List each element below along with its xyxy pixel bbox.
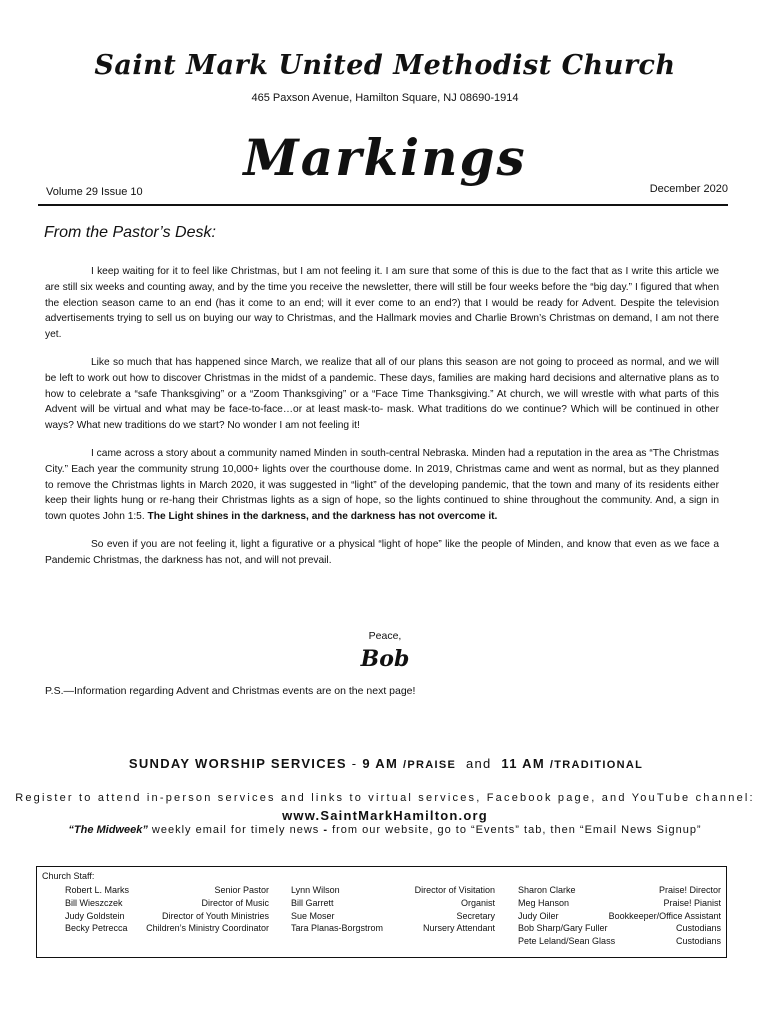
staff-row: [291, 922, 495, 935]
closing-salutation: Peace,: [368, 630, 402, 642]
pastor-article: [45, 264, 719, 581]
staff-role: Nursery Attendant: [422, 923, 495, 934]
midweek-title: “The Midweek”: [68, 824, 148, 836]
worship-label: SUNDAY WORSHIP SERVICES: [128, 756, 347, 771]
staff-role: Secretary: [456, 910, 495, 921]
issue-date: December 2020: [649, 183, 728, 195]
staff-column-2: [291, 884, 495, 935]
worship-type-2: /TRADITIONAL: [549, 759, 644, 771]
midweek-text: weekly email for timely news: [151, 824, 320, 836]
article-paragraph-4: So even if you are not feeling it, light a figurative or a physical “light of hope” like the people of Minden, and know that even as we face a Pandemic Christmas, the darkness has not, and will not prevail.: [45, 538, 719, 566]
registration-info: [0, 790, 770, 826]
staff-row: [518, 935, 721, 948]
staff-role: Praise! Pianist: [663, 897, 721, 908]
staff-row: [518, 922, 721, 935]
staff-row: [518, 897, 721, 910]
church-address: 465 Paxson Avenue, Hamilton Square, NJ 08690-1914: [251, 92, 519, 104]
volume-issue: Volume 29 Issue 10: [46, 186, 143, 198]
staff-title: Church Staff:: [42, 871, 95, 881]
staff-name: Meg Hanson: [518, 897, 570, 908]
staff-role: Director of Visitation: [414, 885, 495, 895]
midweek-text-2: from our website, go to “Events” tab, then “Email News Signup”: [332, 824, 702, 836]
staff-role: Senior Pastor: [214, 885, 269, 895]
scripture-quote: The Light shines in the darkness, and the darkness has not overcome it.: [147, 511, 498, 523]
staff-name: Bob Sharp/Gary Fuller: [518, 923, 608, 934]
worship-time-1: 9 AM: [362, 756, 399, 771]
staff-row: [291, 884, 495, 897]
register-text: Register to attend in-person services and links to virtual services, Facebook page, and YouTube channel:: [15, 792, 755, 804]
article-heading: From the Pastor’s Desk:: [44, 224, 216, 241]
church-staff-box: [36, 866, 727, 958]
article-paragraph-3: [45, 446, 719, 525]
staff-row: [291, 910, 495, 923]
staff-role: Director of Music: [201, 897, 269, 908]
staff-name: Becky Petrecca: [65, 923, 128, 934]
staff-name: Lynn Wilson: [291, 885, 340, 895]
newsletter-masthead: Markings: [243, 128, 527, 187]
midweek-dash: -: [323, 824, 329, 836]
staff-role: Organist: [460, 897, 495, 908]
website-link[interactable]: www.SaintMarkHamilton.org: [282, 808, 488, 823]
article-paragraph-1: I keep waiting for it to feel like Christmas, but I am not feeling it. I am sure that some of this is due to the fact that as I write this article we are still six weeks and counting away, and by the time you receive the newsletter, there will still be four weeks before the “big day.” I figured that when the election season came to an end (has it come to an end; will it ever come to an end?) that I would be ready for Advent. Despite the television advertisements trying to sell us on buying our way to Christmas, and the Hallmark movies and Charlie Brown’s Christmas on demand, I am not there yet.: [45, 266, 719, 341]
staff-row: [518, 884, 721, 897]
postscript: P.S.—Information regarding Advent and Christmas events are on the next page!: [45, 685, 416, 697]
staff-role: Director of Youth Ministries: [161, 910, 269, 921]
staff-name: Judy Oiler: [518, 910, 559, 921]
staff-row: [518, 910, 721, 923]
staff-name: Pete Leland/Sean Glass: [518, 936, 616, 947]
worship-type-1: /PRAISE: [403, 759, 457, 771]
staff-name: Bill Garrett: [291, 897, 334, 908]
worship-time-2: 11 AM: [501, 756, 545, 771]
article-paragraph-2: Like so much that has happened since March, we realize that all of our plans this season are not going to proceed as normal, and we will be left to work out how to discover Christmas in the midst of a pandemic. These days, families are making hard decisions and alternative plans as to how to celebrate a “safe Thanksgiving” or a “Zoom Thanksgiving” or a “Face Time Thanksgiving.” At church, we will wrestle with what parts of this Advent will be virtual and what may be face-to-face…or at least mask-to- mask. What traditions do we continue? Which will be continued in other ways? What new traditions do we start? No wonder I am not feeling it!: [45, 356, 719, 432]
staff-role: Praise! Director: [658, 885, 721, 895]
header-divider: [38, 204, 728, 206]
staff-row: [65, 897, 269, 910]
church-name: Saint Mark United Methodist Church: [94, 50, 676, 81]
staff-name: Sharon Clarke: [518, 885, 576, 895]
worship-and: and: [465, 756, 492, 771]
staff-name: Tara Planas-Borgstrom: [291, 923, 384, 934]
worship-services: [0, 756, 770, 771]
staff-role: Custodians: [675, 923, 721, 934]
staff-column-3: [518, 884, 721, 948]
staff-row: [291, 897, 495, 910]
article-paragraph-3-text: I came across a story about a community named Minden in south-central Nebraska. Minden had a reputation in the area as “The Christmas City.” Each year the community strung 10,000+ lights over the courthouse dome. In 2019, Christmas came and went as normal, but as they planned to remove the Christmas lights in March 2020, it was suggested in “light” of the developing pandemic, that the town and many of its residents either keep their lights hung or re-hang their Christmas lights as a sign of hope, so the lights continued to shine throughout the community. And, a sign in town quotes John 1:5.: [45, 447, 719, 523]
staff-row: [65, 884, 269, 897]
staff-role: Bookkeeper/Office Assistant: [608, 910, 721, 921]
staff-name: Sue Moser: [291, 910, 335, 921]
staff-column-1: [65, 884, 269, 935]
midweek-info: [0, 824, 770, 836]
staff-role: Children’s Ministry Coordinator: [146, 923, 269, 934]
staff-row: [65, 910, 269, 923]
pastor-signature: Bob: [360, 646, 410, 672]
staff-name: Robert L. Marks: [65, 885, 130, 895]
staff-row: [65, 922, 269, 935]
staff-name: Judy Goldstein: [65, 910, 125, 921]
staff-role: Custodians: [675, 936, 721, 947]
worship-dash: -: [351, 756, 358, 771]
staff-name: Bill Wieszczek: [65, 897, 123, 908]
